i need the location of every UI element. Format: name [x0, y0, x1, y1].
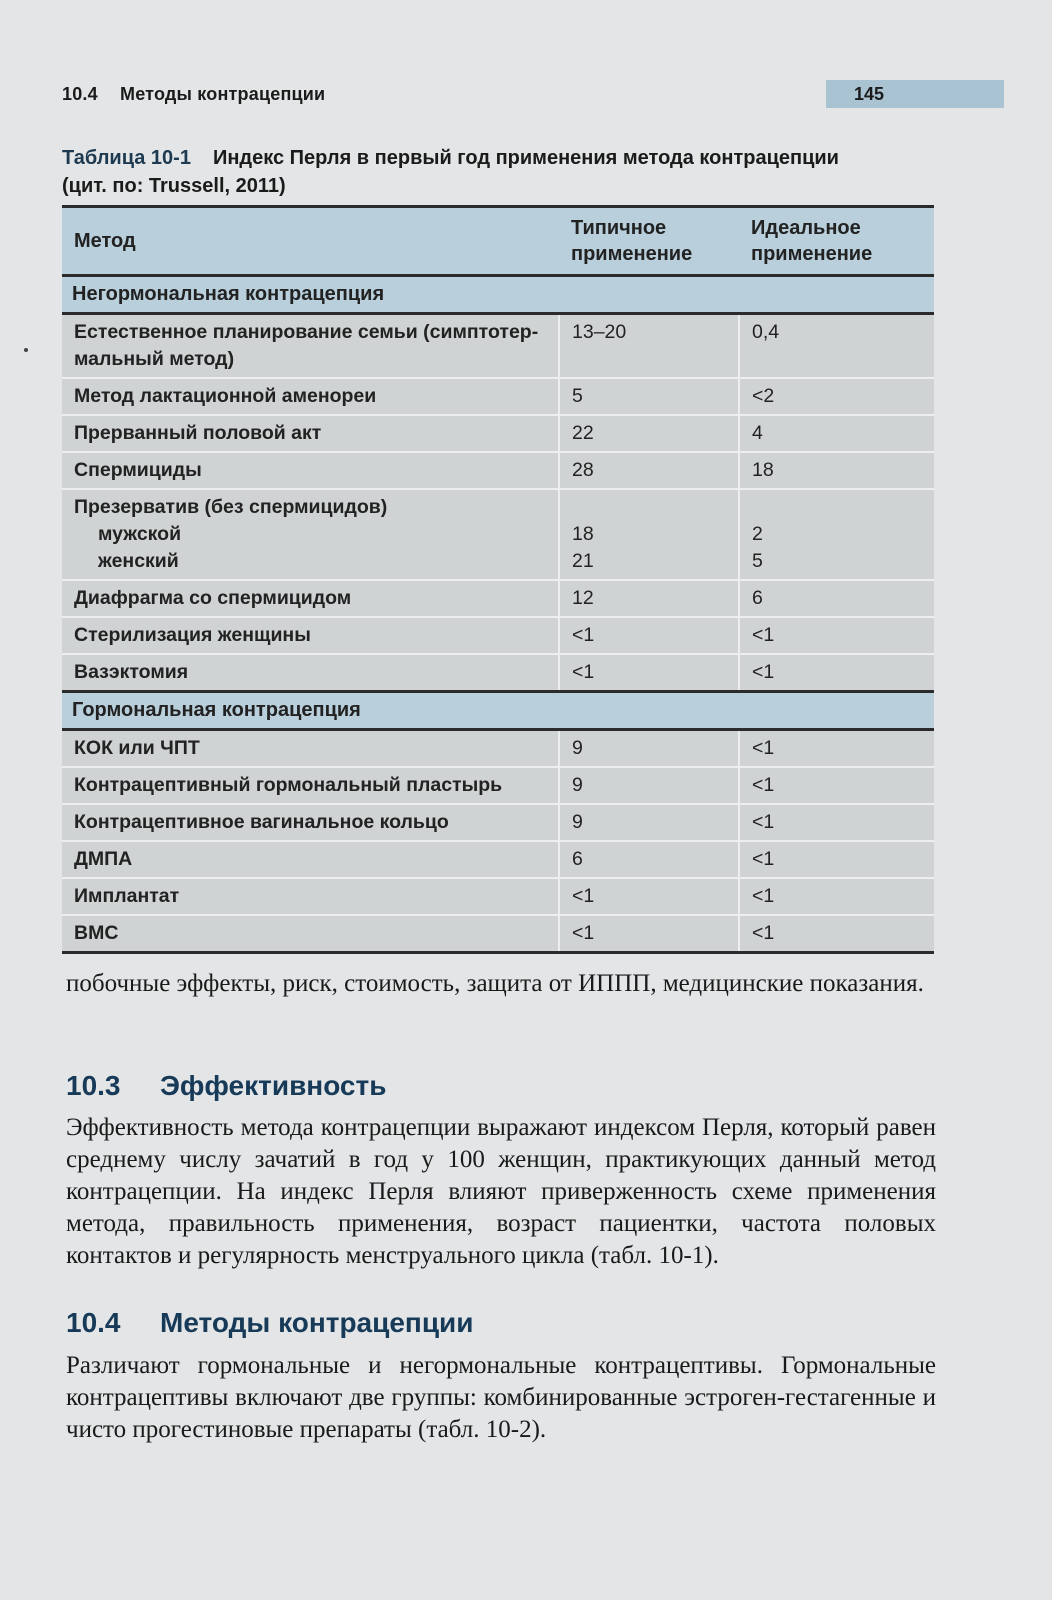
cell-method: Диафрагма со спермицидом [62, 580, 559, 617]
section-heading-number: 10.4 [66, 1307, 121, 1338]
cell-typical: 12 [559, 580, 739, 617]
cell-method: Естественное планирование семьи (симптотер-мальный метод) [62, 314, 559, 379]
paragraph-continuation: побочные эффекты, риск, стоимость, защита от ИППП, медицинские показания. [66, 970, 924, 997]
cell-typical: 5 [559, 378, 739, 415]
cell-ideal-sub: 5 [752, 550, 763, 572]
header-method: Метод [62, 207, 559, 276]
table-header-row [62, 207, 934, 276]
cell-typical: 9 [559, 767, 739, 804]
header-typical: Типичное применение [559, 207, 739, 276]
table-section-row [62, 276, 934, 314]
cell-method-sub: женский [98, 550, 179, 572]
cell-method: Метод лактационной аменореи [62, 378, 559, 415]
cell-ideal: <1 [739, 915, 934, 953]
cell-ideal: <1 [739, 767, 934, 804]
cell-ideal: <1 [739, 654, 934, 692]
cell-method: Контрацептивное вагинальное кольцо [62, 804, 559, 841]
margin-dot [24, 348, 28, 352]
table-source: (цит. по: Trussell, 2011) [62, 175, 286, 197]
table-row [62, 915, 934, 953]
running-header-section [62, 84, 325, 105]
section-heading-number: 10.3 [66, 1070, 121, 1101]
cell-method-sub: мужской [98, 523, 182, 545]
running-header-section-title: Методы контрацепции [120, 84, 326, 104]
section-title: Гормональная контрацепция [62, 692, 934, 730]
table-row [62, 378, 934, 415]
table-caption [62, 144, 922, 200]
cell-method-parent: Презерватив (без спермицидов) [74, 496, 388, 518]
table-row [62, 452, 934, 489]
cell-ideal: <1 [739, 730, 934, 768]
cell-method: Стерилизация женщины [62, 617, 559, 654]
cell-typical: <1 [559, 654, 739, 692]
running-header-section-number: 10.4 [62, 84, 98, 104]
paragraph-methods: Различают гормональные и негормональные контрацептивы. Гормональные контрацептивы включают две группы: комбинированные эстроген-гестагенные и чисто прогестиновые препараты (табл. 10-2). [66, 1352, 936, 1443]
table-title: Индекс Перля в первый год применения метода контрацепции [212, 147, 839, 169]
paragraph-effectiveness: Эффективность метода контрацепции выражают индексом Перля, который равен среднему числу зачатий в год у 100 женщин, практикующих данный метод контрацепции. На индекс Перля влияют приверженность схеме применения метода, правильность применения, возраст пациентки, частота половых контактов и регулярность менструального цикла (табл. 10-1). [66, 1114, 936, 1269]
table-row [62, 617, 934, 654]
cell-ideal: 0,4 [739, 314, 934, 379]
cell-typical-sub: 18 [572, 523, 594, 545]
pearl-index-table [62, 205, 934, 954]
table-section-row [62, 692, 934, 730]
cell-ideal [739, 489, 934, 580]
table-label: Таблица 10-1 [62, 147, 191, 169]
table-row [62, 580, 934, 617]
cell-ideal: 4 [739, 415, 934, 452]
table-row-condom [62, 489, 934, 580]
table-row [62, 878, 934, 915]
cell-ideal: 18 [739, 452, 934, 489]
table-row [62, 730, 934, 768]
table-row [62, 654, 934, 692]
running-header [62, 80, 942, 110]
cell-method: Вазэктомия [62, 654, 559, 692]
table-row [62, 804, 934, 841]
cell-method: Контрацептивный гормональный пластырь [62, 767, 559, 804]
cell-method: Имплантат [62, 878, 559, 915]
section-heading-title: Эффективность [160, 1070, 387, 1101]
page-number-tab [826, 80, 1004, 108]
cell-typical-sub: 21 [572, 550, 594, 572]
cell-method: ДМПА [62, 841, 559, 878]
cell-typical: 22 [559, 415, 739, 452]
cell-typical: 9 [559, 730, 739, 768]
cell-ideal: <1 [739, 878, 934, 915]
cell-method: Спермициды [62, 452, 559, 489]
cell-typical: 13–20 [559, 314, 739, 379]
cell-method: Прерванный половой акт [62, 415, 559, 452]
table-row [62, 314, 934, 379]
cell-method: КОК или ЧПТ [62, 730, 559, 768]
section-heading-10-3 [66, 1070, 926, 1102]
cell-ideal-sub: 2 [752, 523, 763, 545]
cell-typical: <1 [559, 915, 739, 953]
page-number: 145 [854, 84, 885, 104]
cell-typical: <1 [559, 617, 739, 654]
cell-typical: 28 [559, 452, 739, 489]
cell-ideal: <1 [739, 617, 934, 654]
cell-ideal: <2 [739, 378, 934, 415]
cell-ideal: <1 [739, 841, 934, 878]
table-row [62, 415, 934, 452]
section-title: Негормональная контрацепция [62, 276, 934, 314]
section-heading-title: Методы контрацепции [160, 1307, 474, 1338]
cell-ideal: <1 [739, 804, 934, 841]
table-row [62, 767, 934, 804]
cell-method: ВМС [62, 915, 559, 953]
cell-typical [559, 489, 739, 580]
cell-method [62, 489, 559, 580]
table-row [62, 841, 934, 878]
cell-ideal: 6 [739, 580, 934, 617]
section-heading-10-4 [66, 1307, 926, 1339]
header-ideal: Идеальное применение [739, 207, 934, 276]
cell-typical: 6 [559, 841, 739, 878]
cell-typical: 9 [559, 804, 739, 841]
cell-typical: <1 [559, 878, 739, 915]
